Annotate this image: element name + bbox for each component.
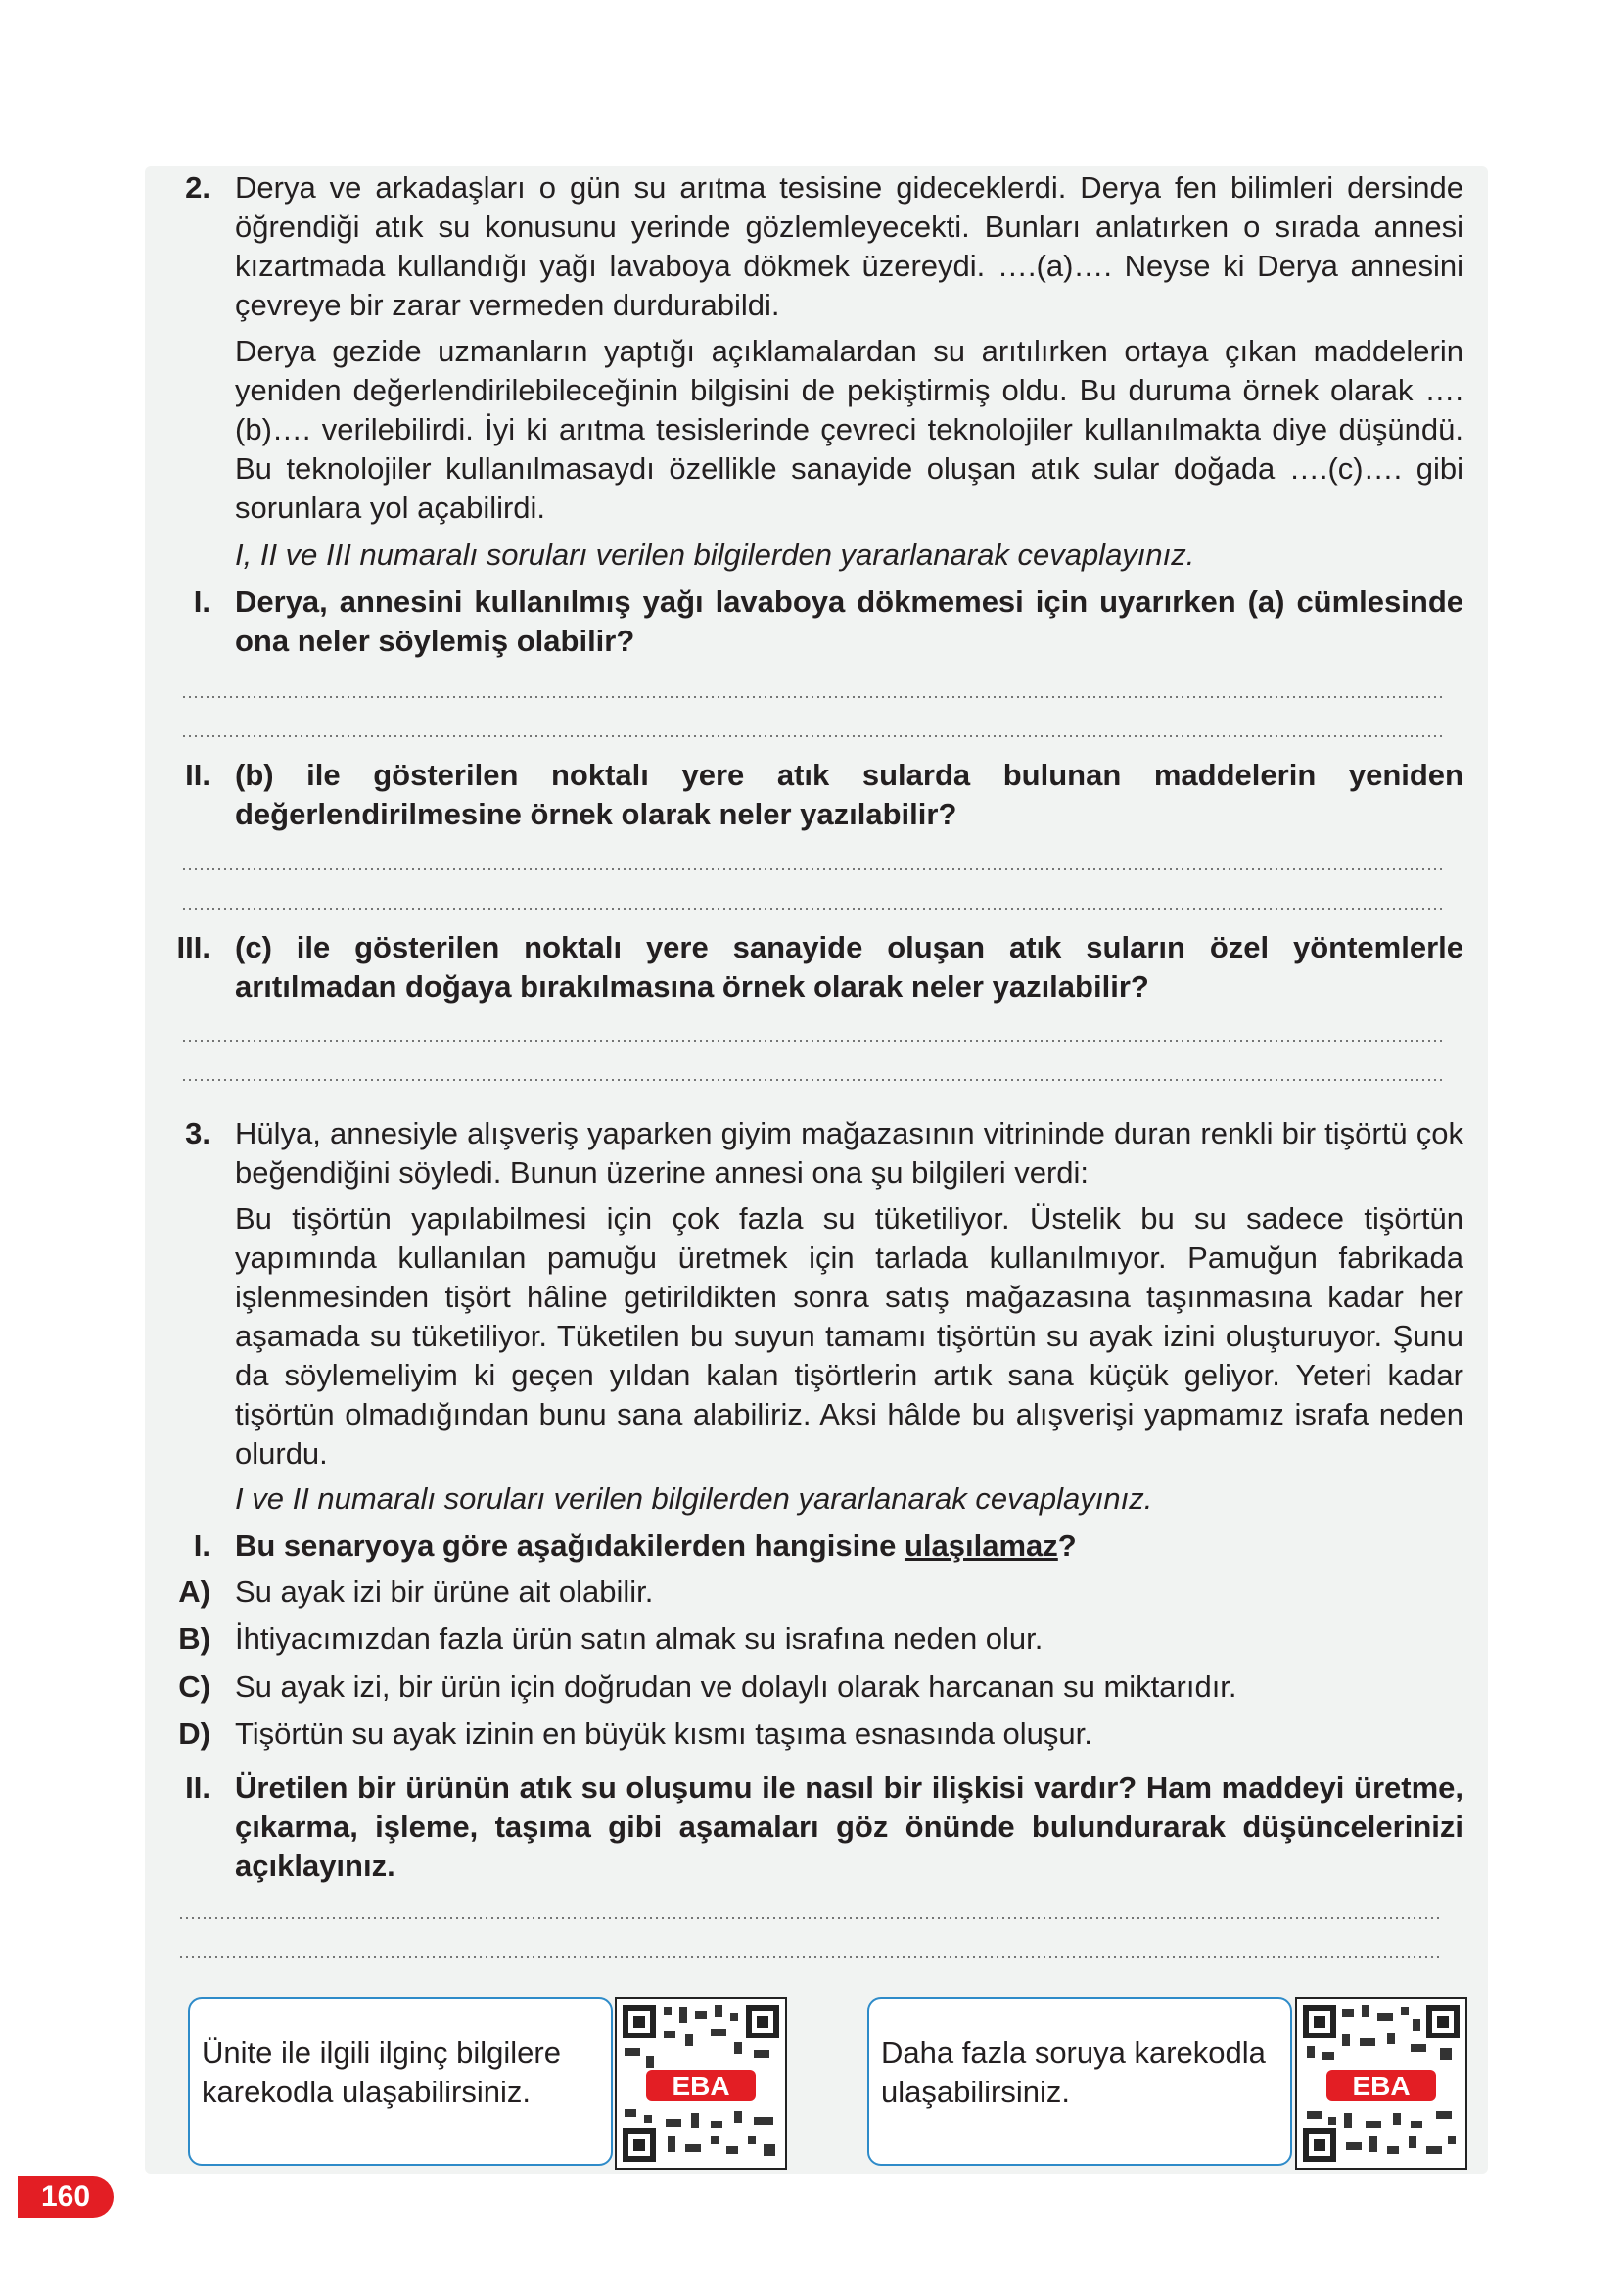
qr-code-icon[interactable] [615,1997,787,2170]
answer-line[interactable] [181,1079,1446,1081]
instruction-text: I, II ve III numaralı soruları verilen bilgilerden yararlanarak cevaplayınız. [235,538,1195,572]
instruction-text: I ve II numaralı soruları verilen bilgilerden yararlanarak cevaplayınız. [235,1481,1153,1516]
option-d[interactable]: Tişörtün su ayak izinin en büyük kısmı taşıma esnasında oluşur. [235,1716,1092,1751]
qr-info-text: Daha fazla soruya karekodla ulaşabilirsiniz. [881,2035,1266,2109]
sub-question-text: Bu senaryoya göre aşağıdakilerden hangisine ulaşılamaz? [235,1528,1077,1563]
sub-question-number: I. [193,1528,210,1563]
answer-line[interactable] [178,1917,1441,1919]
sub-question-number: III. [176,930,210,964]
answer-line[interactable] [178,1956,1441,1958]
sub-question-text: (c) ile gösterilen noktalı yere sanayide oluşan atık suların özel yöntemlerle arıtılmadan doğaya bırakılmasına örnek olarak neler yazılabilir? [235,930,1463,1004]
underlined-keyword: ulaşılamaz [904,1528,1058,1563]
eba-logo-text: EBA [1352,2071,1411,2101]
sub-question-text: Üretilen bir ürünün atık su oluşumu ile nasıl bir ilişkisi vardır? Ham maddeyi üretme, çıkarma, işleme, taşıma gibi aşamaları göz önünde bulundurarak düşüncelerinizi açıklayınız. [235,1770,1463,1883]
option-c[interactable]: Su ayak izi, bir ürün için doğrudan ve dolaylı olarak harcanan su miktarıdır. [235,1669,1237,1704]
answer-line[interactable] [181,1040,1446,1042]
option-letter-b: B) [178,1621,210,1656]
answer-line[interactable] [181,868,1446,870]
qr-code-graphic [617,1999,785,2168]
answer-line[interactable] [181,908,1446,910]
sub-question-number: I. [193,584,210,619]
qr-info-box [867,1997,1292,2166]
qr-info-box [188,1997,613,2166]
question-paragraph: Derya ve arkadaşları o gün su arıtma tesisine gideceklerdi. Derya fen bilimleri dersinde öğrendiği atık su konusunu yerinde gözlemleyecekti. Bunları anlatırken o sırada annesi kızartmada kullandığı yağı lavaboya dökmek üzereydi. ….(a)…. Neyse ki Derya annesini çevreye bir zarar vermeden durdurabildi. [235,170,1463,322]
sub-question-number: II. [185,758,210,792]
option-letter-c: C) [178,1669,210,1704]
option-b[interactable]: İhtiyacımızdan fazla ürün satın almak su israfına neden olur. [235,1621,1044,1656]
question-paragraph: Derya gezide uzmanların yaptığı açıklamalardan su arıtılırken ortaya çıkan maddelerin yeniden değerlendirilebileceğinin bilgisini de pekiştirmiş oldu. Bu duruma örnek olarak ….(b)…. verilebilirdi. İyi ki arıtma tesislerinde çevreci teknolojiler kullanılmakta diye düşündü. Bu teknolojiler kullanılmasaydı özellikle sanayide oluşan atık sular doğada ….(c)…. gibi sorunlara yol açabilirdi. [235,334,1463,525]
answer-line[interactable] [181,696,1446,698]
question-number: 3. [185,1116,210,1150]
sub-question-text: Derya, annesini kullanılmış yağı lavaboya dökmemesi için uyarırken (a) cümlesinde ona neler söylemiş olabilir? [235,584,1463,658]
sub-question-text: (b) ile gösterilen noktalı yere atık sularda bulunan maddelerin yeniden değerlendirilmesine örnek olarak neler yazılabilir? [235,758,1463,831]
qr-info-text: Ünite ile ilgili ilginç bilgilere karekodla ulaşabilirsiniz. [202,2035,561,2109]
question-paragraph: Bu tişörtün yapılabilmesi için çok fazla su tüketiliyor. Üstelik bu su sadece tişörtün yapımında kullanılan pamuğu üretmek için tarlada kullanılmıyor. Pamuğun fabrikada işlenmesinden tişört hâline getirildikten sonra satış mağazasına taşınmasına kadar her aşamada su tüketiliyor. Tüketilen bu suyun tamamı tişörtün su ayak izini oluşturuyor. Şunu da söylemeliyim ki geçen yıldan kalan tişörtlerin artık sana küçük geliyor. Yeteri kadar tişörtün olmadığından bunu sana alabiliriz. Aksi hâlde bu alışverişi yapmamız israfa neden olurdu. [235,1201,1463,1471]
page-number: 160 [18,2176,114,2218]
answer-line[interactable] [181,735,1446,737]
option-letter-a: A) [178,1574,210,1609]
question-number: 2. [185,170,210,205]
qr-code-icon[interactable] [1295,1997,1467,2170]
option-letter-d: D) [178,1716,210,1751]
option-a[interactable]: Su ayak izi bir ürüne ait olabilir. [235,1574,654,1609]
sub-question-number: II. [185,1770,210,1804]
question-paragraph: Hülya, annesiyle alışveriş yaparken giyim mağazasının vitrininde duran renkli bir tişörtü çok beğendiğini söyledi. Bunun üzerine annesi ona şu bilgileri verdi: [235,1116,1463,1190]
eba-logo-text: EBA [672,2071,730,2101]
qr-code-graphic [1297,1999,1465,2168]
